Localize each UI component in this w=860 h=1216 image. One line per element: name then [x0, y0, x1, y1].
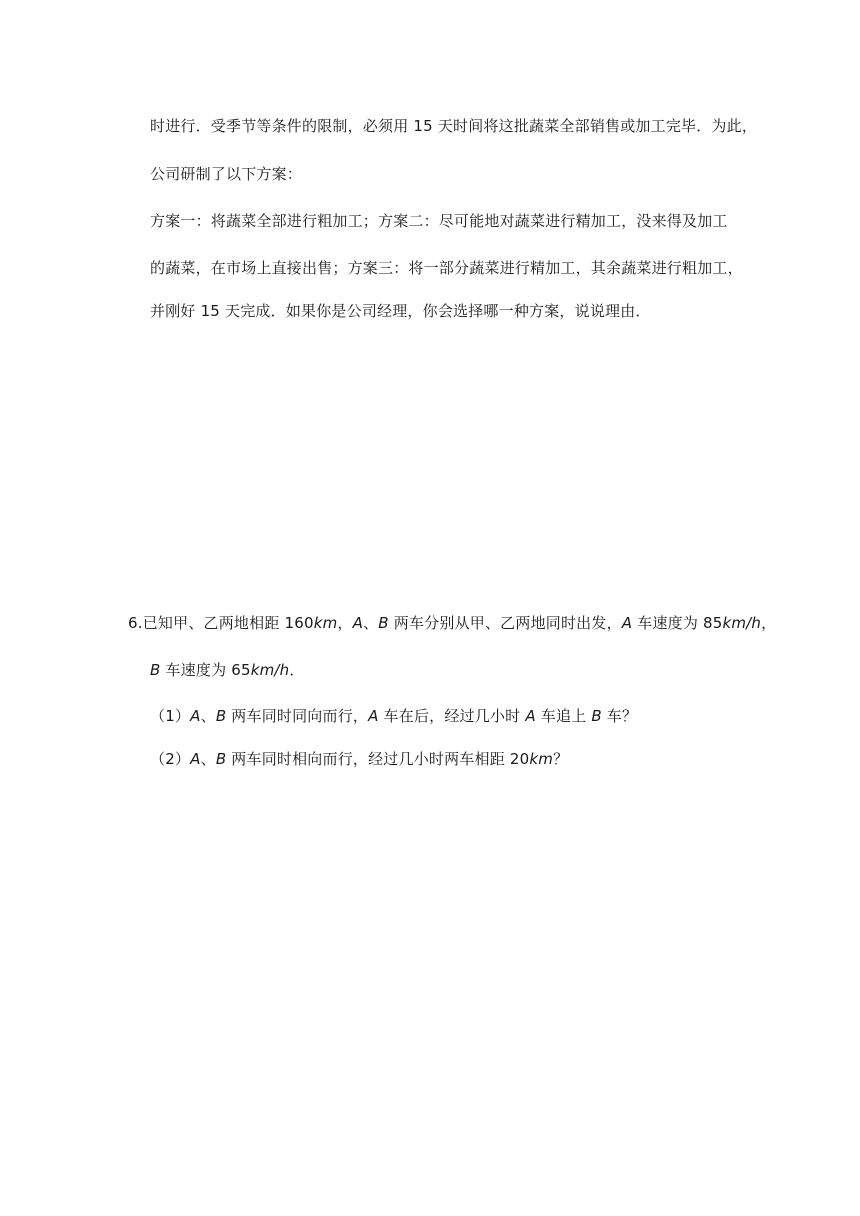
text: 车速度为 85 — [632, 614, 723, 632]
text: 、 — [363, 614, 379, 632]
var-a: A — [352, 614, 364, 632]
text: ． — [289, 661, 305, 679]
problem-number: 6. — [128, 614, 143, 632]
var-a: A — [621, 614, 633, 632]
sub-question-2 — [150, 748, 568, 770]
sub-label: （2） — [150, 750, 191, 768]
text: ， — [337, 614, 353, 632]
text: 两车同时同向而行， — [226, 707, 369, 725]
text: 车追上 — [535, 707, 592, 725]
text: ？ — [553, 750, 569, 768]
sub-question-1 — [150, 705, 637, 727]
sub-label: （1） — [150, 707, 191, 725]
paragraph-line-1: 时进行．受季节等条件的限制，必须用 15 天时间将这批蔬菜全部销售或加工完毕．为此， — [150, 117, 758, 135]
text: 已知甲、乙两地相距 160 — [142, 614, 314, 632]
var-a: A — [190, 707, 201, 725]
problem-6-line-2 — [150, 659, 305, 681]
text: 车在后，经过几小时 — [378, 707, 526, 725]
var-a: A — [525, 707, 536, 725]
unit-kmh: km/h — [250, 661, 290, 679]
var-b: B — [378, 614, 389, 632]
var-a: A — [190, 750, 201, 768]
var-b: B — [591, 707, 602, 725]
paragraph-line-5: 并刚好 15 天完成．如果你是公司经理，你会选择哪一种方案，说说理由． — [150, 302, 651, 320]
unit-km: km — [529, 750, 554, 768]
unit-km: km — [313, 614, 338, 632]
text: 两车同时相向而行，经过几小时两车相距 20 — [226, 750, 530, 768]
var-b: B — [215, 750, 227, 768]
var-b: B — [150, 661, 161, 679]
unit-kmh: km/h — [722, 614, 762, 632]
text: 车速度为 65 — [160, 661, 251, 679]
var-b: B — [215, 707, 227, 725]
problem-6-line-1 — [128, 612, 776, 634]
paragraph-line-4: 的蔬菜，在市场上直接出售；方案三：将一部分蔬菜进行精加工，其余蔬菜进行粗加工， — [150, 259, 743, 277]
text: 两车分别从甲、乙两地同时出发， — [388, 614, 622, 632]
paragraph-line-2: 公司研制了以下方案： — [150, 165, 303, 183]
text: 车？ — [601, 707, 638, 725]
text: 、 — [200, 750, 216, 768]
var-a: A — [368, 707, 379, 725]
text: ， — [761, 614, 777, 632]
paragraph-line-3: 方案一：将蔬菜全部进行粗加工；方案二：尽可能地对蔬菜进行精加工，没来得及加工 — [150, 212, 728, 230]
text: 、 — [200, 707, 216, 725]
